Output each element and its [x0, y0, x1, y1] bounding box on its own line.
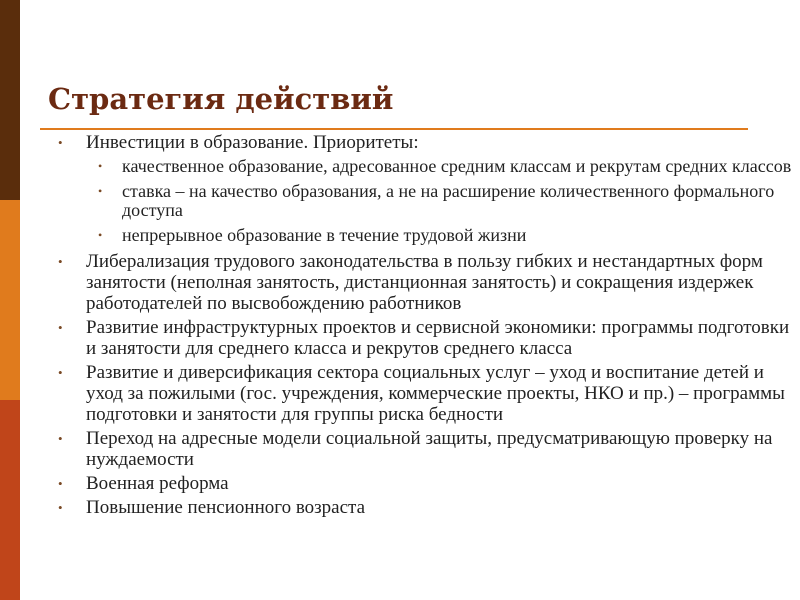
bullet-icon: •	[58, 476, 63, 491]
list-item-text: Развитие и диверсификация сектора социальных услуг – уход и воспитание детей и уход за пожилыми (гос. учреждения, коммерческие проекты, НКО и пр.) – программы подготовки и занятости для группы риска бедности	[86, 362, 785, 425]
side-bar-orange	[0, 200, 20, 400]
list-item-education	[56, 132, 792, 245]
list-item-text: Развитие инфраструктурных проектов и сервисной экономики: программы подготовки и занятости для среднего класса и рекрутов среднего класса	[86, 317, 790, 359]
bullet-icon: •	[58, 135, 63, 150]
bullet-icon: •	[58, 500, 63, 515]
list-item-text: Переход на адресные модели социальной защиты, предусматривающую проверку на нуждаемости	[86, 428, 773, 470]
sub-bullet-icon: •	[98, 228, 103, 242]
list-item-text: Военная реформа	[86, 473, 229, 494]
list-item-labor-law	[56, 251, 792, 314]
list-item-pension-age	[56, 497, 792, 518]
slide-content	[56, 132, 792, 521]
list-item-social-protection	[56, 428, 792, 470]
list-item-text: Инвестиции в образование. Приоритеты:	[86, 132, 419, 153]
sub-bullet-list	[86, 157, 792, 245]
sub-list-item	[86, 182, 792, 220]
sub-list-item-text: непрерывное образование в течение трудовой жизни	[122, 225, 527, 245]
side-bar-red	[0, 400, 20, 600]
slide-title: Стратегия действий	[48, 82, 394, 116]
list-item-text: Либерализация трудового законодательства в пользу гибких и нестандартных форм занятости (неполная занятость, дистанционная занятость) и сокращения издержек работодателей по высвобождению работников	[86, 251, 763, 314]
list-item-social-services	[56, 362, 792, 425]
bullet-icon: •	[58, 320, 63, 335]
bullet-icon: •	[58, 431, 63, 446]
bullet-icon: •	[58, 254, 63, 269]
sub-list-item	[86, 226, 792, 245]
title-divider	[40, 128, 748, 130]
sub-list-item-text: качественное образование, адресованное средним классам и рекрутам средних классов	[122, 156, 792, 176]
bullet-list	[56, 132, 792, 518]
list-item-text: Повышение пенсионного возраста	[86, 497, 365, 518]
list-item-infrastructure	[56, 317, 792, 359]
bullet-icon: •	[58, 365, 63, 380]
sub-list-item-text: ставка – на качество образования, а не на расширение количественного формального доступа	[122, 181, 775, 220]
sub-bullet-icon: •	[98, 184, 103, 198]
sub-list-item	[86, 157, 792, 176]
side-bar-dark	[0, 0, 20, 200]
list-item-military-reform	[56, 473, 792, 494]
sub-bullet-icon: •	[98, 159, 103, 173]
